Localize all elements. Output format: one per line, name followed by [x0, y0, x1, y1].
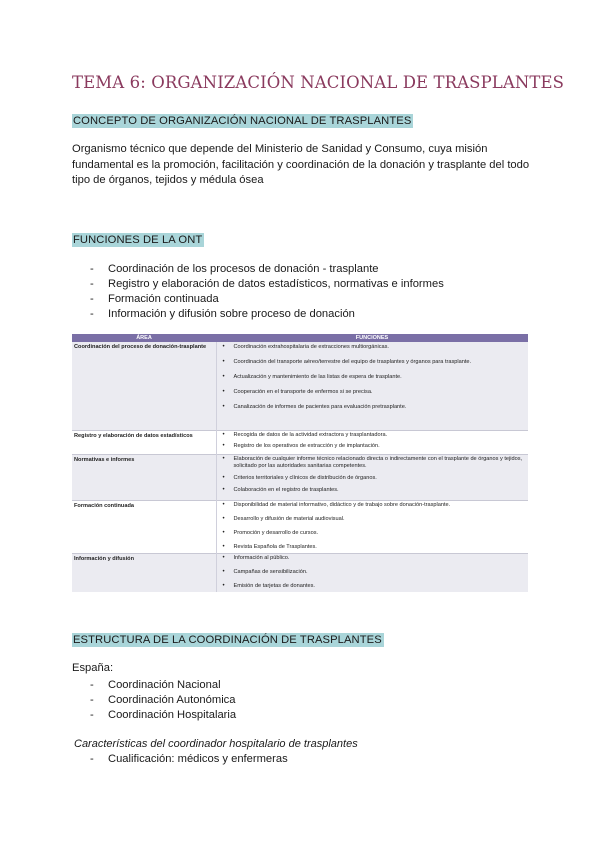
table-row	[72, 342, 528, 430]
ont-functions-table	[72, 334, 528, 592]
list-item: - Coordinación Hospitalaria	[90, 709, 237, 721]
table-cell-functions: • Elaboración de cualquier informe técnico relacionado directa o indirectamente con el trasplante de órganos y tejidos, solicitado por las autoridades sanitarias competentes. • Criterios territoriales y clínicos de distribución de órganos. • Colaboración en el registro de trasplantes.	[216, 454, 528, 500]
list-item: - Registro y elaboración de datos estadísticos, normativas e informes	[90, 278, 444, 290]
table-row	[72, 430, 528, 454]
list-item: - Información y difusión sobre proceso de donación	[90, 308, 355, 320]
table-cell-area: Coordinación del proceso de donación-trasplante	[72, 342, 216, 430]
table-row	[72, 553, 528, 592]
concept-paragraph: Organismo técnico que depende del Ministerio de Sanidad y Consumo, cuya misión fundamental es la promoción, facilitación y coordinación de la donación y trasplante del todo tipo de órganos, tejidos y médula ósea	[72, 143, 530, 186]
list-item: - Coordinación Autonómica	[90, 694, 236, 706]
list-item: - Coordinación de los procesos de donación - trasplante	[90, 263, 379, 275]
country-label: España:	[72, 662, 114, 674]
coordinator-list	[90, 752, 288, 767]
coordinator-subheading: Características del coordinador hospitalario de trasplantes	[74, 738, 358, 750]
table-cell-functions: • Disponibilidad de material informativo, didáctico y de trabajo sobre donación-trasplante. • Desarrollo y difusión de material audiovisual. • Promoción y desarrollo de cursos. • Revista Española de Trasplantes.	[216, 500, 528, 553]
table-cell-area: Información y difusión	[72, 553, 216, 592]
table-cell-functions: • Coordinación extrahospitalaria de extracciones multiorgánicas. • Coordinación del transporte aéreo/terrestre del equipo de trasplantes y órganos para trasplante. • Actualización y mantenimiento de las listas de espera de trasplante. • Cooperación en el transporte de enfermos si se precisa. • Canalización de informes de pacientes para evaluación pretrasplante.	[216, 342, 528, 430]
page-title: TEMA 6: ORGANIZACIÓN NACIONAL DE TRASPLANTES	[72, 73, 565, 92]
concept-heading: CONCEPTO DE ORGANIZACIÓN NACIONAL DE TRASPLANTES	[73, 115, 412, 127]
table-cell-area: Registro y elaboración de datos estadísticos	[72, 430, 216, 454]
list-item: - Cualificación: médicos y enfermeras	[90, 753, 288, 765]
table-cell-functions: • Información al público. • Campañas de sensibilización. • Emisión de tarjetas de donantes.	[216, 553, 528, 592]
list-item: - Coordinación Nacional	[90, 679, 221, 691]
list-item: - Formación continuada	[90, 293, 219, 305]
table-row	[72, 454, 528, 500]
table-header-area: ÁREA	[72, 334, 216, 342]
table-cell-area: Normativas e informes	[72, 454, 216, 500]
functions-heading: FUNCIONES DE LA ONT	[73, 234, 203, 246]
table-cell-functions: • Recogida de datos de la actividad extractora y trasplantadora. • Registro de los operativos de extracción y de implantación.	[216, 430, 528, 454]
table-row	[72, 500, 528, 553]
functions-list	[90, 262, 444, 322]
structure-heading: ESTRUCTURA DE LA COORDINACIÓN DE TRASPLANTES	[73, 634, 382, 646]
table-cell-area: Formación continuada	[72, 500, 216, 553]
structure-list	[90, 678, 236, 723]
table-header-functions: FUNCIONES	[216, 334, 528, 342]
